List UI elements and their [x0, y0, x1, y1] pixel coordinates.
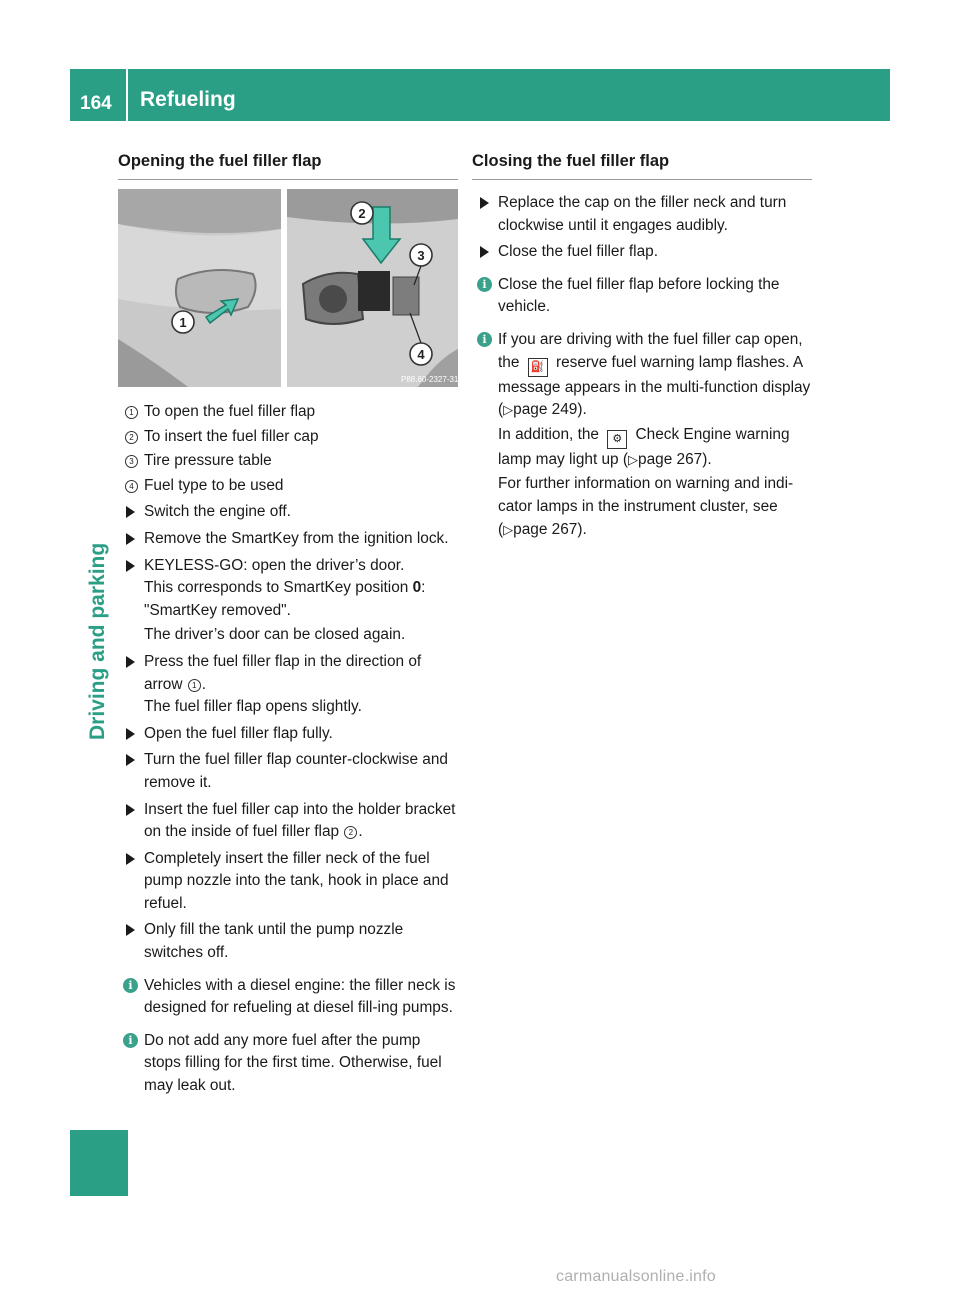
step-arrow-icon — [126, 853, 135, 865]
info-note: i Do not add any more fuel after the pump stops filling for the first time. Otherwise, fuel may leak out. — [118, 1030, 458, 1098]
svg-text:2: 2 — [358, 206, 366, 221]
page-ref-arrow-icon: ▷ — [503, 402, 514, 418]
step-arrow-icon — [126, 533, 135, 545]
step: Press the fuel filler flap in the direction of arrow 1 . The fuel filler flap opens slightly. — [118, 651, 458, 719]
legend-number: 2 — [125, 431, 138, 444]
legend-number: 4 — [125, 480, 138, 493]
page-ref-arrow-icon: ▷ — [503, 521, 514, 537]
step: Completely insert the filler neck of the fuel pump nozzle into the tank, hook in place and refuel. — [118, 848, 458, 916]
step: Switch the engine off. — [118, 501, 458, 524]
step: Replace the cap on the filler neck and turn clockwise until it engages audibly. — [472, 192, 812, 237]
left-column — [118, 150, 458, 1098]
legend-number: 3 — [125, 455, 138, 468]
step-arrow-icon — [126, 924, 135, 936]
step: Insert the fuel filler cap into the holder bracket on the inside of fuel filler flap 2 . — [118, 799, 458, 844]
info-note: i If you are driving with the fuel filler cap open, the ⛽ reserve fuel warning lamp flashes. A message appears in the multi-function display (▷page 249). In addition, the ⚙ Check Engine warning lamp may light up (▷page 267). For further information on warning and indi-cator lamps in the instrument cluster, see (▷page 267). — [472, 329, 812, 541]
info-icon: i — [123, 1033, 138, 1048]
watermark: carmanualsonline.info — [556, 1268, 716, 1285]
step-arrow-icon — [126, 754, 135, 766]
legend-item — [118, 475, 458, 498]
opening-heading: Opening the fuel filler flap — [118, 150, 458, 180]
svg-text:3: 3 — [417, 248, 425, 263]
legend-text: Tire pressure table — [144, 452, 272, 470]
step: Open the fuel filler flap fully. — [118, 723, 458, 746]
svg-text:1: 1 — [179, 315, 187, 330]
step-arrow-icon — [126, 560, 135, 572]
page-number: 164 — [80, 93, 112, 114]
svg-text:4: 4 — [417, 347, 425, 362]
page-ref-link[interactable]: page 267 — [638, 450, 703, 468]
info-note: i Vehicles with a diesel engine: the filler neck is designed for refueling at diesel fill-ing pumps. — [118, 975, 458, 1020]
callout-2-icon: 2 — [344, 826, 357, 839]
page-ref-arrow-icon: ▷ — [628, 451, 639, 467]
figure-code: P88.60-2327-31 — [401, 375, 458, 384]
step: Close the fuel filler flap. — [472, 241, 812, 264]
legend-item — [118, 426, 458, 449]
step: KEYLESS-GO: open the driver’s door. This corresponds to SmartKey position 0: "SmartKey removed". The driver’s door can be closed again. — [118, 555, 458, 647]
right-column — [472, 150, 812, 541]
legend — [118, 401, 458, 497]
legend-text: To insert the fuel filler cap — [144, 427, 319, 445]
check-engine-icon: ⚙ — [607, 430, 627, 449]
callout-1-icon: 1 — [188, 679, 201, 692]
info-icon: i — [477, 277, 492, 292]
legend-text: Fuel type to be used — [144, 476, 284, 494]
page-ref-link[interactable]: page 267 — [513, 520, 578, 538]
closing-heading: Closing the fuel filler flap — [472, 150, 812, 180]
step-arrow-icon — [126, 506, 135, 518]
legend-text: To open the fuel filler flap — [144, 403, 316, 420]
step-arrow-icon — [126, 804, 135, 816]
info-icon: i — [477, 332, 492, 347]
side-tab-marker — [70, 1130, 128, 1196]
fuel-pump-icon: ⛽ — [528, 358, 548, 377]
step-arrow-icon — [126, 728, 135, 740]
legend-item — [118, 401, 458, 424]
step-arrow-icon — [126, 656, 135, 668]
step-arrow-icon — [480, 197, 489, 209]
step-arrow-icon — [480, 246, 489, 258]
step: Remove the SmartKey from the ignition lock. — [118, 528, 458, 551]
header-divider — [126, 69, 128, 121]
page-ref-link[interactable]: page 249 — [513, 401, 578, 419]
step: Turn the fuel filler flap counter-clockwise and remove it. — [118, 749, 458, 794]
fuel-flap-figure — [118, 189, 458, 387]
legend-item — [118, 450, 458, 473]
section-title: Refueling — [140, 88, 236, 111]
info-note: i Close the fuel filler flap before locking the vehicle. — [472, 274, 812, 319]
legend-number: 1 — [125, 406, 138, 419]
step: Only fill the tank until the pump nozzle switches off. — [118, 919, 458, 964]
info-icon: i — [123, 978, 138, 993]
